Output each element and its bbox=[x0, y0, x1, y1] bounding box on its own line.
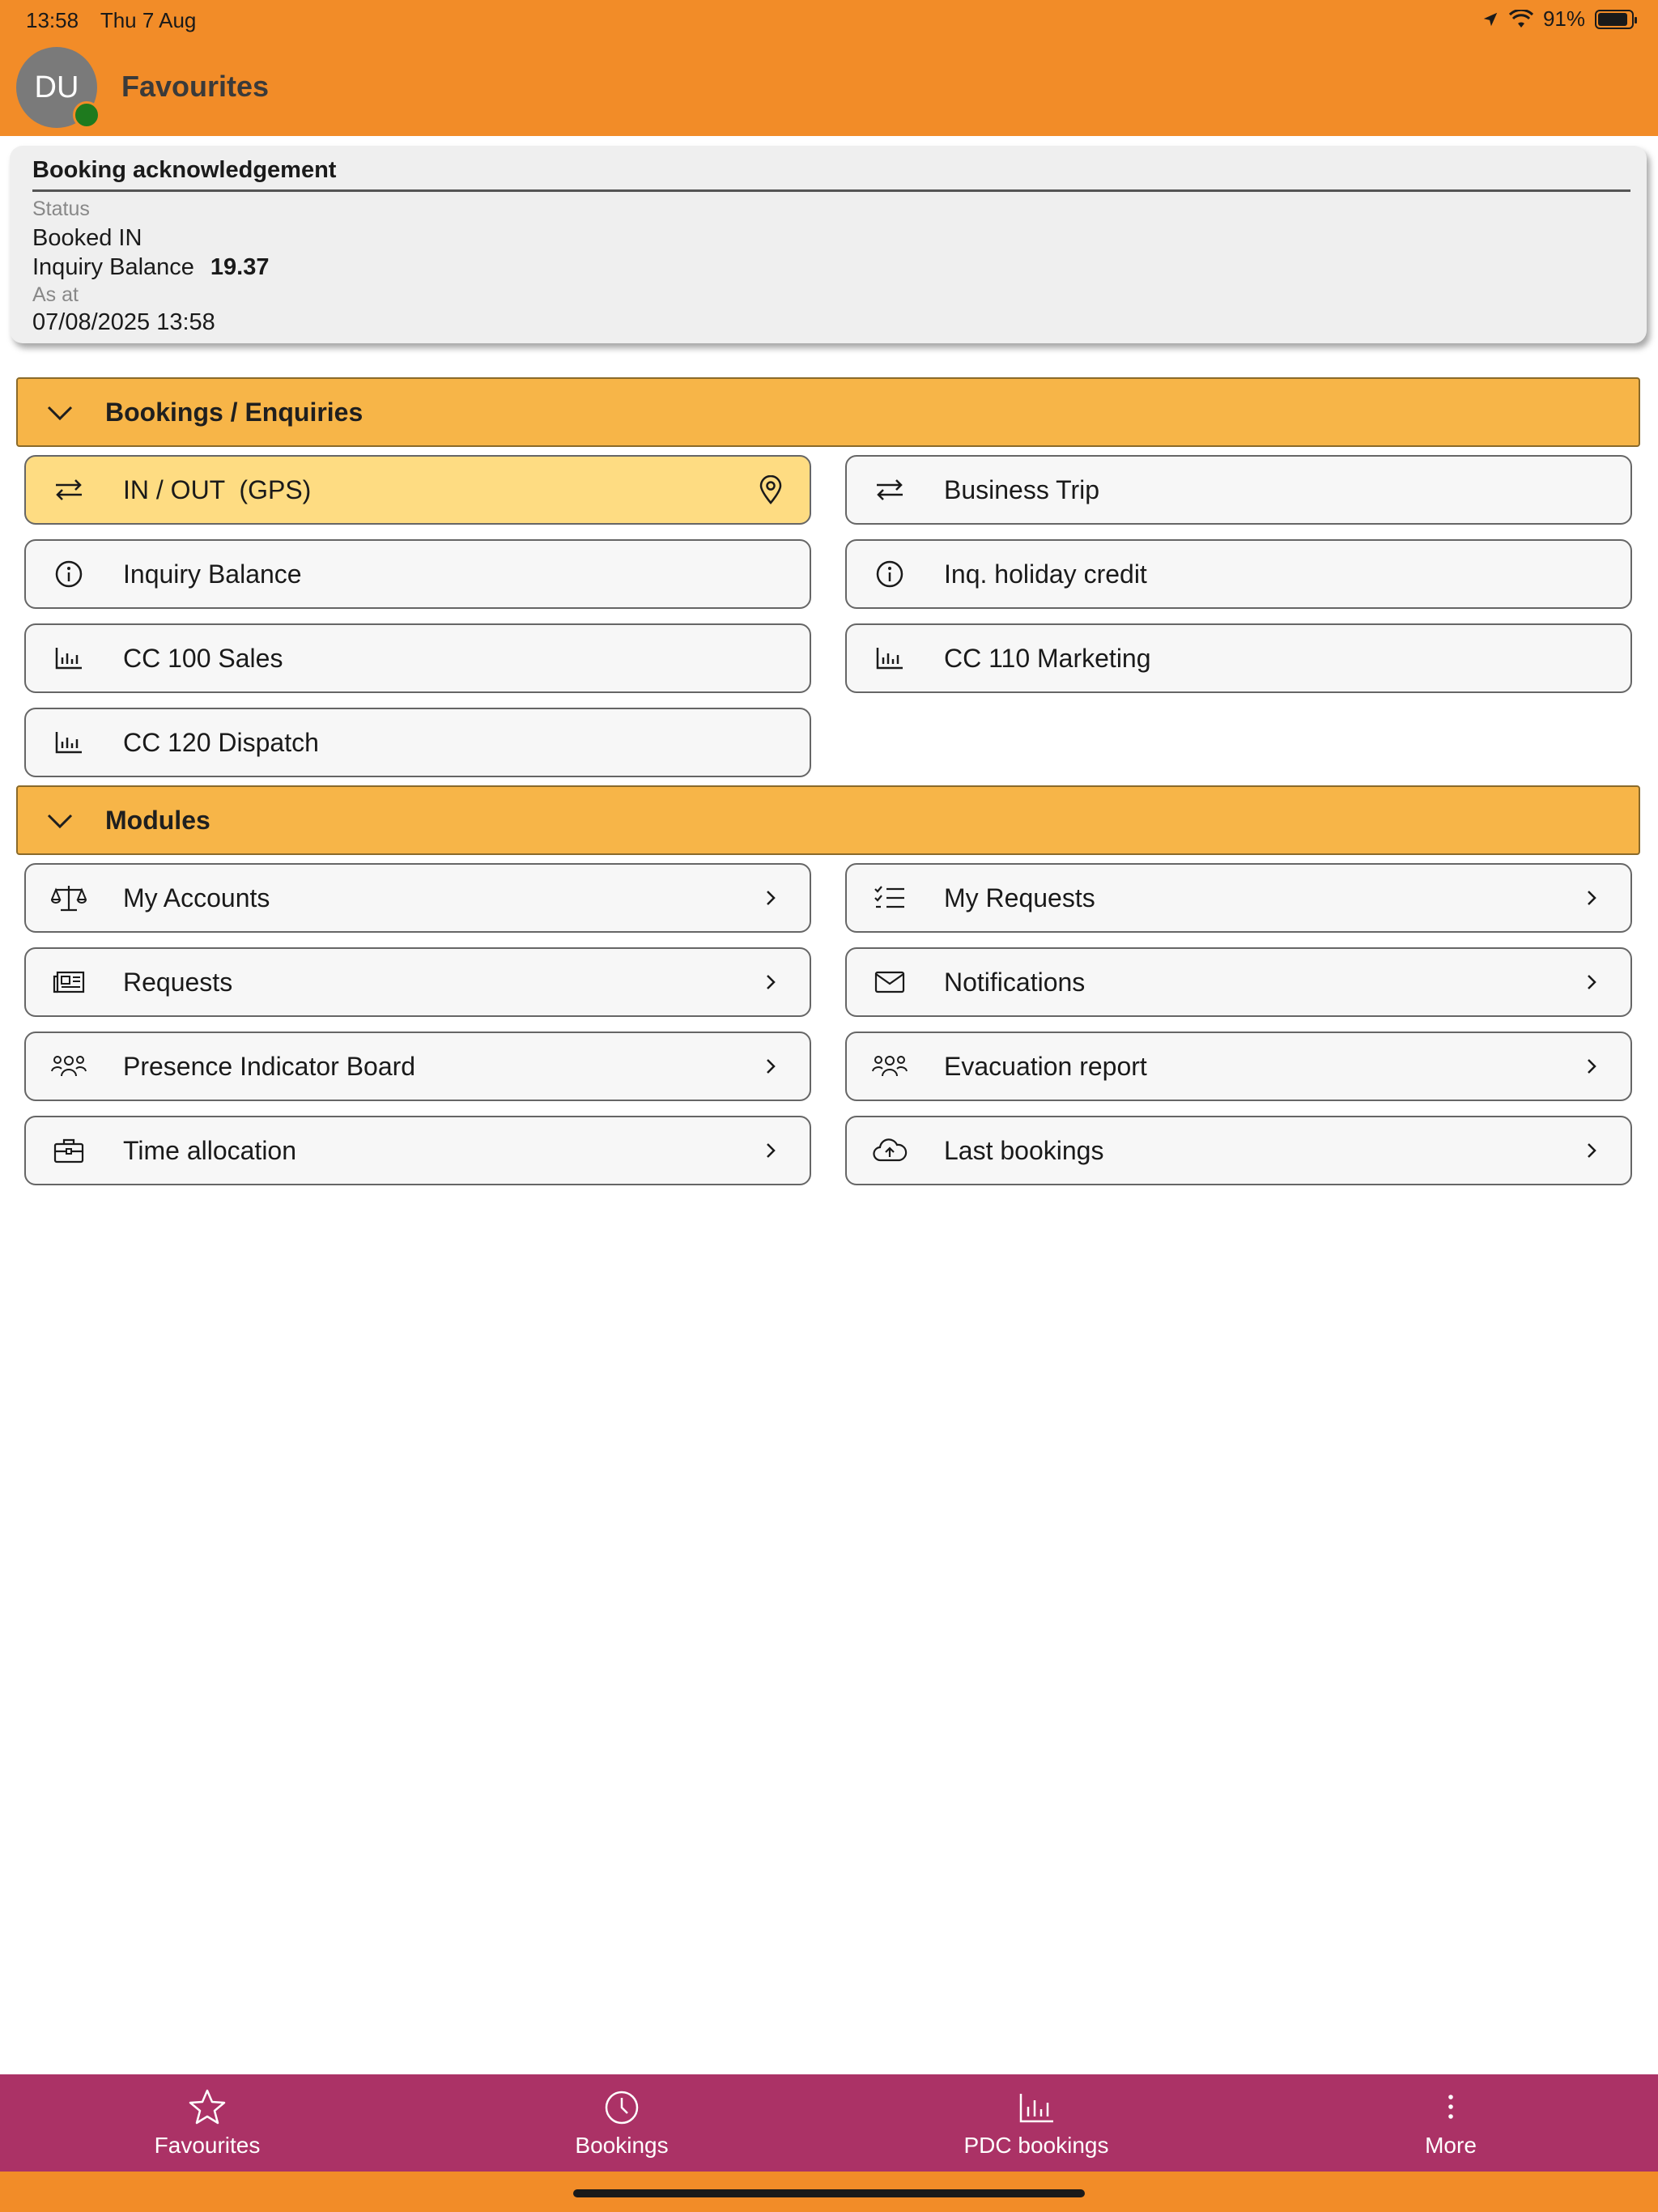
tile-last-bookings[interactable] bbox=[845, 1116, 1632, 1185]
chevron-right-icon bbox=[1577, 883, 1606, 912]
cloud-upload-icon bbox=[871, 1132, 908, 1169]
tile-label: Last bookings bbox=[944, 1135, 1104, 1165]
ack-balance-label: Inquiry Balance bbox=[32, 254, 194, 280]
ack-as-at-label: As at bbox=[32, 283, 79, 306]
tile-label: Time allocation bbox=[123, 1135, 297, 1165]
ack-balance-row bbox=[32, 254, 269, 281]
bar-chart-icon bbox=[1016, 2087, 1056, 2128]
star-icon bbox=[187, 2087, 227, 2128]
info-icon bbox=[871, 555, 908, 593]
nav-label: PDC bookings bbox=[963, 2133, 1109, 2158]
status-bar-left bbox=[26, 8, 212, 33]
newspaper-icon bbox=[50, 963, 87, 1001]
nav-more[interactable] bbox=[1244, 2074, 1658, 2172]
chevron-right-icon bbox=[1577, 968, 1606, 997]
section-bookings-enquiries[interactable] bbox=[16, 377, 1640, 447]
ack-as-at-value: 07/08/2025 13:58 bbox=[32, 309, 215, 335]
ack-status-label: Status bbox=[32, 198, 90, 220]
briefcase-icon bbox=[50, 1132, 87, 1169]
tile-inquiry-balance[interactable] bbox=[24, 539, 811, 609]
home-indicator[interactable] bbox=[573, 2189, 1085, 2197]
clock-icon bbox=[602, 2087, 642, 2128]
people-icon bbox=[871, 1048, 908, 1085]
arrows-swap-icon bbox=[50, 471, 87, 508]
tile-label: CC 100 Sales bbox=[123, 643, 283, 673]
booking-acknowledgement-card bbox=[10, 146, 1647, 343]
status-time: 13:58 bbox=[26, 8, 79, 32]
tile-cc-110-marketing[interactable] bbox=[845, 623, 1632, 693]
online-status-dot bbox=[73, 101, 100, 129]
tile-my-requests[interactable] bbox=[845, 863, 1632, 933]
section-label: Bookings / Enquiries bbox=[105, 397, 363, 427]
status-date: Thu 7 Aug bbox=[100, 8, 197, 32]
tile-cc-100-sales[interactable] bbox=[24, 623, 811, 693]
chevron-right-icon bbox=[1577, 1136, 1606, 1165]
nav-label: More bbox=[1425, 2133, 1477, 2158]
bar-chart-icon bbox=[871, 640, 908, 677]
chevron-right-icon bbox=[756, 883, 785, 912]
nav-favourites[interactable] bbox=[0, 2074, 414, 2172]
chevron-right-icon bbox=[756, 1052, 785, 1081]
more-vertical-icon bbox=[1431, 2087, 1471, 2128]
wifi-icon bbox=[1509, 10, 1533, 29]
ack-status-value: Booked IN bbox=[32, 225, 142, 251]
nav-label: Favourites bbox=[154, 2133, 261, 2158]
bottom-navigation bbox=[0, 2074, 1658, 2172]
nav-pdc-bookings[interactable] bbox=[829, 2074, 1244, 2172]
people-icon bbox=[50, 1048, 87, 1085]
tile-label: Inq. holiday credit bbox=[944, 559, 1147, 589]
tile-label: My Requests bbox=[944, 883, 1095, 912]
info-icon bbox=[50, 555, 87, 593]
tile-label: Inquiry Balance bbox=[123, 559, 302, 589]
tile-my-accounts[interactable] bbox=[24, 863, 811, 933]
tile-inq-holiday-credit[interactable] bbox=[845, 539, 1632, 609]
ack-balance-value: 19.37 bbox=[210, 254, 270, 280]
tile-label: Presence Indicator Board bbox=[123, 1051, 416, 1081]
battery-percent: 91% bbox=[1542, 6, 1585, 31]
tile-label: CC 110 Marketing bbox=[944, 643, 1151, 673]
tile-in-out-gps[interactable] bbox=[24, 455, 811, 525]
chevron-right-icon bbox=[1577, 1052, 1606, 1081]
avatar-initials: DU bbox=[34, 70, 79, 104]
chevron-right-icon bbox=[756, 968, 785, 997]
bar-chart-icon bbox=[50, 724, 87, 761]
tile-label: Evacuation report bbox=[944, 1051, 1147, 1081]
battery-icon bbox=[1595, 10, 1634, 29]
nav-bookings[interactable] bbox=[414, 2074, 829, 2172]
tile-time-allocation[interactable] bbox=[24, 1116, 811, 1185]
location-arrow-icon bbox=[1482, 11, 1499, 28]
chevron-right-icon bbox=[756, 1136, 785, 1165]
tile-label: Requests bbox=[123, 967, 233, 997]
arrows-swap-icon bbox=[871, 471, 908, 508]
tile-notifications[interactable] bbox=[845, 947, 1632, 1017]
checklist-icon bbox=[871, 879, 908, 917]
chevron-down-icon bbox=[44, 804, 76, 836]
tile-presence-indicator-board[interactable] bbox=[24, 1032, 811, 1101]
top-bar bbox=[0, 0, 1658, 136]
tile-label: CC 120 Dispatch bbox=[123, 727, 319, 757]
location-pin-icon bbox=[756, 475, 785, 504]
tile-cc-120-dispatch[interactable] bbox=[24, 708, 811, 777]
tile-evacuation-report[interactable] bbox=[845, 1032, 1632, 1101]
tile-label: IN / OUT (GPS) bbox=[123, 474, 312, 504]
bar-chart-icon bbox=[50, 640, 87, 677]
section-modules[interactable] bbox=[16, 785, 1640, 855]
tile-label: Notifications bbox=[944, 967, 1086, 997]
tile-label: My Accounts bbox=[123, 883, 270, 912]
chevron-down-icon bbox=[44, 396, 76, 428]
tile-requests[interactable] bbox=[24, 947, 811, 1017]
nav-label: Bookings bbox=[575, 2133, 669, 2158]
tile-label: Business Trip bbox=[944, 474, 1100, 504]
ack-divider bbox=[32, 189, 1630, 192]
page-title: Favourites bbox=[121, 70, 270, 103]
envelope-icon bbox=[871, 963, 908, 1001]
ack-title: Booking acknowledgement bbox=[32, 157, 337, 183]
status-bar-right bbox=[1482, 6, 1634, 32]
tile-business-trip[interactable] bbox=[845, 455, 1632, 525]
scales-icon bbox=[50, 879, 87, 917]
section-label: Modules bbox=[105, 805, 210, 835]
